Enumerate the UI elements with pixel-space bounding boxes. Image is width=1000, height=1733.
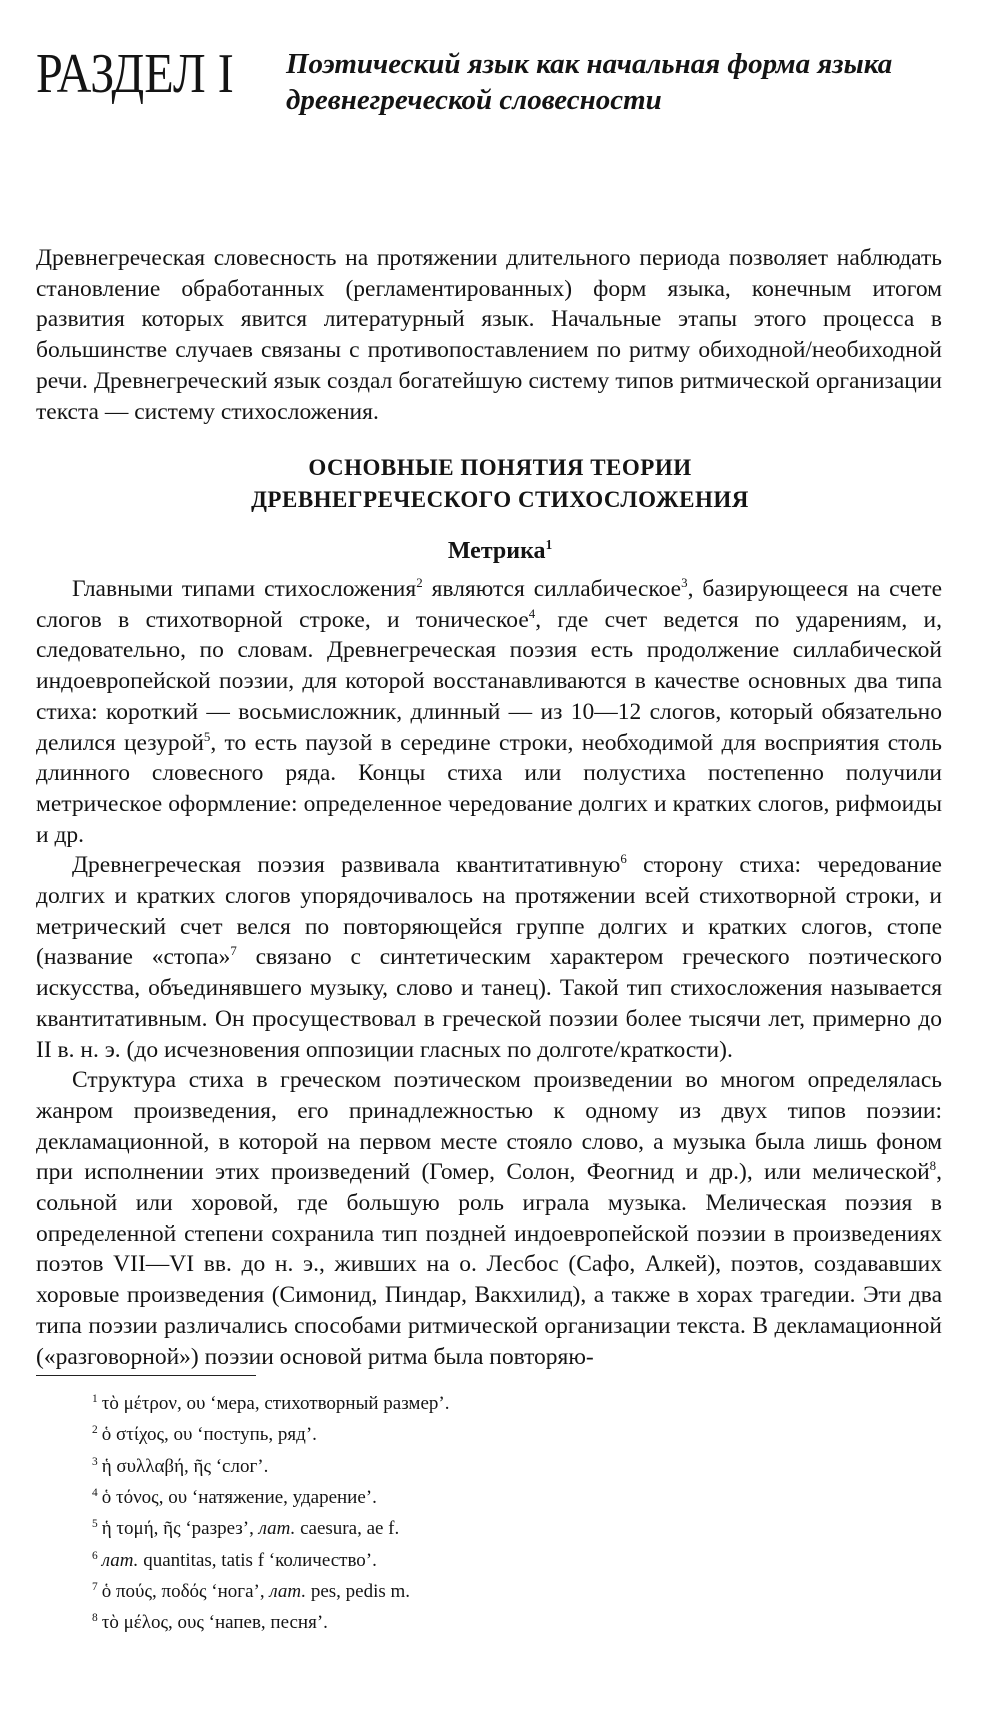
section-title-line-2: древнегреческой словесности (286, 84, 662, 116)
footnote-ref[interactable]: 7 (230, 943, 237, 959)
latin-abbrev: лат. (258, 1518, 296, 1540)
footnote-number: 1 (92, 1393, 98, 1405)
footnote-number: 6 (92, 1549, 98, 1562)
latin-abbrev: лат. (269, 1580, 307, 1602)
text-run: , базирующееся на счете слогов в стихотворной строке, и тоническое (36, 576, 942, 633)
paragraph-1 (36, 574, 942, 850)
footnote-ref[interactable]: 6 (620, 851, 627, 867)
text-run: , где счет ведется по ударениям, и, следовательно, по словам. Древнегреческая поэзия есть продолжение силлабической индоевропейской поэзии, для которой восстанавливаются в качестве основных два типа стиха: короткий — восьмисложник, длинный — из 10—12 слогов, который обязательно делился цезурой (36, 606, 942, 756)
footnote-text: τὸ μέτρον, ου ‘мера, стихотворный размер’. (101, 1392, 450, 1414)
footnote-ref[interactable]: 3 (681, 574, 688, 590)
footnote-4 (36, 1480, 942, 1511)
main-text (36, 574, 942, 1372)
footnote-text-latin: caesura, ae f. (295, 1518, 400, 1540)
paragraph-2 (36, 850, 942, 1065)
footnotes (36, 1386, 942, 1637)
intro-paragraph: Древнегреческая словесность на протяжении длительного периода позволяет наблюдать становление обработанных (регламентированных) форм языка, конечным итогом развития которых явится литературный язык. Начальные этапы этого процесса в большинстве случаев связаны с противопоставлением по ритму обиходной/необиходной речи. Древнегреческий язык создал богатейшую систему типов ритмической организации текста — систему стихосложения. (36, 245, 942, 425)
text-run: сторону стиха: чередование долгих и кратких слогов упорядочивалось на протяжении всей стихотворной строки, и метрический счет велся по повторяющейся группе долгих и кратких слогов, стопе (название «стопа» (36, 852, 942, 971)
footnote-text-latin: pes, pedis m. (306, 1580, 411, 1602)
text-run: Главными типами стихосложения (72, 576, 417, 602)
footnote-ref[interactable]: 2 (416, 574, 423, 590)
footnote-number: 3 (92, 1455, 98, 1468)
section-title-line-1: Поэтический язык как начальная форма языка (286, 48, 893, 80)
text-run: , то есть паузой в середине строки, необходимой для восприятия столь длинного словесного ряда. Концы стиха или полустиха постепенно получили метрическое оформление: определенное чередование долгих и кратких слогов, рифмоиды и др. (36, 729, 942, 848)
subheading-metrics (0, 536, 1000, 566)
footnote-3 (36, 1449, 942, 1480)
chapter-heading-line-1: ОСНОВНЫЕ ПОНЯТИЯ ТЕОРИИ (308, 455, 692, 480)
footnote-text-latin: quantitas, tatis f ‘количество’. (138, 1549, 377, 1571)
section-label: РАЗДЕЛ I (36, 43, 234, 105)
footnote-ref[interactable]: 1 (545, 536, 553, 552)
footnote-text: ὁ τόνος, ου ‘натяжение, ударение’. (101, 1486, 377, 1508)
footnote-6 (36, 1543, 942, 1574)
footnote-text: ὁ στίχος, ου ‘поступь, ряд’. (101, 1424, 317, 1446)
footnote-divider (36, 1375, 256, 1376)
footnote-number: 4 (92, 1486, 98, 1499)
footnote-text: ἡ συλλαβή, ῆς ‘слог’. (101, 1455, 269, 1477)
footnote-text: ὁ πούς, ποδός ‘нога’, (101, 1580, 270, 1602)
footnote-ref[interactable]: 5 (203, 728, 211, 744)
footnote-text: τὸ μέλος, ους ‘напев, песня’. (101, 1612, 328, 1634)
footnote-1 (36, 1386, 942, 1417)
footnote-8 (36, 1605, 942, 1636)
latin-abbrev: лат. (101, 1549, 139, 1571)
text-run: Структура стиха в греческом поэтическом произведении во многом определялась жанром произведения, его принадлежностью к одному из двух типов поэзии: декламационной, в которой на первом месте стояло слово, а музыка была лишь фоном при исполнении этих произведений (Гомер, Солон, Феогнид и др.), или мелической (36, 1067, 942, 1186)
section-title (286, 46, 906, 118)
page-header (20, 38, 980, 128)
text-run: , сольной или хоровой, где большую роль играла музыка. Мелическая поэзия в определенной степени сохранила тип поздней индоевропейской поэзии в произведениях поэтов VII—VI вв. до н. э., живших на о. Лесбос (Сафо, Алкей), поэтов, создававших хоровые произведения (Симонид, Пиндар, Вакхилид), а также в хорах трагедии. Эти два типа поэзии различались способами ритмической организации текста. В декламационной («разговорной») поэзии основой ритма была повторяю- (36, 1159, 942, 1370)
text-run: Древнегреческая поэзия развивала квантитативную (72, 852, 621, 879)
footnote-number: 2 (92, 1424, 98, 1437)
chapter-heading-line-2: ДРЕВНЕГРЕЧЕСКОГО СТИХОСЛОЖЕНИЯ (251, 487, 749, 512)
subheading-text: Метрика (447, 538, 546, 564)
footnote-number: 5 (92, 1518, 98, 1531)
footnote-number: 7 (92, 1580, 98, 1593)
text-run: связано с синтетическим характером греческого поэтического искусства, объединявшего музыку, слово и танец). Такой тип стихосложения называется квантитативным. Он просуществовал в греческой поэзии более тысячи лет, примерно до II в. н. э. (до исчезновения оппозиции гласных по долготе/краткости). (36, 944, 942, 1063)
footnote-5 (36, 1511, 942, 1542)
footnote-text: ἡ τομή, ῆς ‘разрез’, (101, 1518, 259, 1540)
chapter-heading (0, 452, 1000, 516)
text-run: являются силлабическое (422, 576, 682, 602)
footnote-ref[interactable]: 8 (929, 1158, 937, 1174)
footnote-ref[interactable]: 4 (528, 605, 536, 621)
footnote-number: 8 (92, 1612, 98, 1625)
footnote-7 (36, 1574, 942, 1605)
footnote-2 (36, 1417, 942, 1448)
paragraph-3 (36, 1065, 942, 1372)
